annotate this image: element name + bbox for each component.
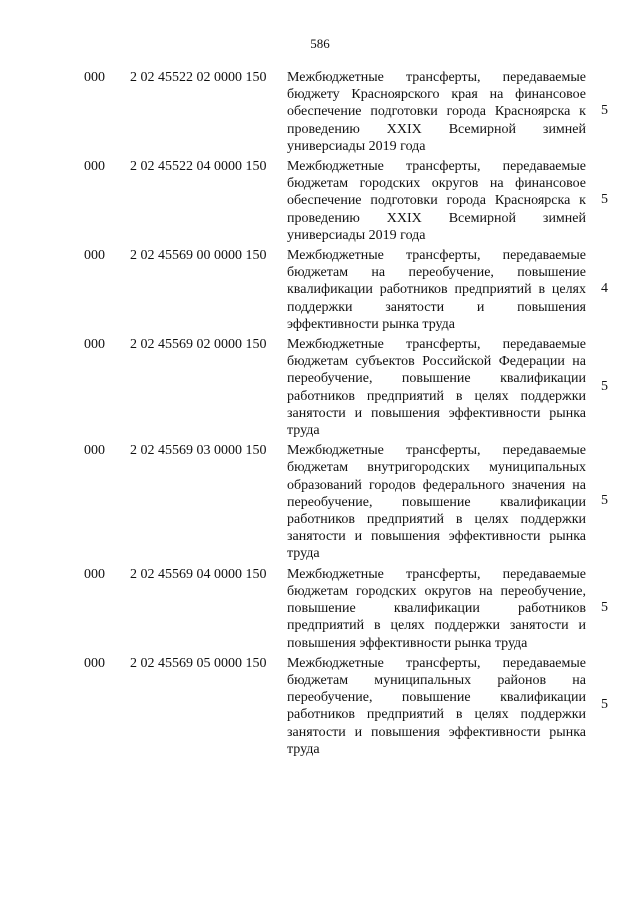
row-value: 5 [601,599,608,615]
admin-code: 000 [84,443,105,459]
row-description: Межбюджетные трансферты, передаваемые бюджетам городских округов на финансовое обеспечение подготовки города Красноярска к проведению XXIX Всемирной зимней универсиады 2019 года [287,159,586,243]
admin-code: 000 [84,70,105,85]
row-description: Межбюджетные трансферты, передаваемые бюджетам муниципальных районов на переобучение, повышение квалификации работников предприятий в целях поддержки занятости и повышения эффективности рынка труда [287,655,586,757]
budget-classification-code: 2 02 45569 02 0000 150 [130,337,267,353]
table-row [0,155,640,244]
table-row [0,244,640,333]
row-value: 5 [601,493,608,509]
row-description: Межбюджетные трансферты, передаваемые бюджету Красноярского края на финансовое обеспечение подготовки города Красноярска к проведению XXIX Всемирной зимней универсиады 2019 года [287,70,586,154]
budget-classification-code: 2 02 45569 03 0000 150 [130,443,267,459]
row-value: 5 [601,697,608,713]
budget-classification-code: 2 02 45569 04 0000 150 [130,566,267,582]
admin-code: 000 [84,248,105,264]
budget-classification-code: 2 02 45569 05 0000 150 [130,655,267,671]
row-value: 5 [601,192,608,208]
table-row [0,652,640,758]
table-row [0,66,640,155]
page-number: 586 [310,36,330,51]
budget-classification-code: 2 02 45569 00 0000 150 [130,248,267,264]
table-row [0,563,640,652]
admin-code: 000 [84,655,105,671]
row-value: 4 [601,281,608,297]
row-description: Межбюджетные трансферты, передаваемые бюджетам внутригородских муниципальных образований городов федерального значения на переобучение, повышение квалификации работников предприятий в целях поддержки занятости и повышения эффективности рынка труда [287,443,586,562]
table-row [0,333,640,439]
budget-code-table [0,66,640,758]
row-description: Межбюджетные трансферты, передаваемые бюджетам на переобучение, повышение квалификации работников предприятий в целях поддержки занятости и повышения эффективности рынка труда [287,248,586,332]
row-description: Межбюджетные трансферты, передаваемые бюджетам субъектов Российской Федерации на переобучение, повышение квалификации работников предприятий в целях поддержки занятости и повышения эффективности рынка труда [287,337,586,439]
admin-code: 000 [84,159,105,175]
row-value: 5 [601,378,608,394]
budget-classification-code: 2 02 45522 02 0000 150 [130,70,267,85]
row-value: 5 [601,103,608,118]
budget-classification-code: 2 02 45522 04 0000 150 [130,159,267,175]
admin-code: 000 [84,337,105,353]
admin-code: 000 [84,566,105,582]
table-row [0,439,640,562]
row-description: Межбюджетные трансферты, передаваемые бюджетам городских округов на переобучение, повышение квалификации работников предприятий в целях поддержки занятости и повышения эффективности рынка труда [287,566,586,651]
